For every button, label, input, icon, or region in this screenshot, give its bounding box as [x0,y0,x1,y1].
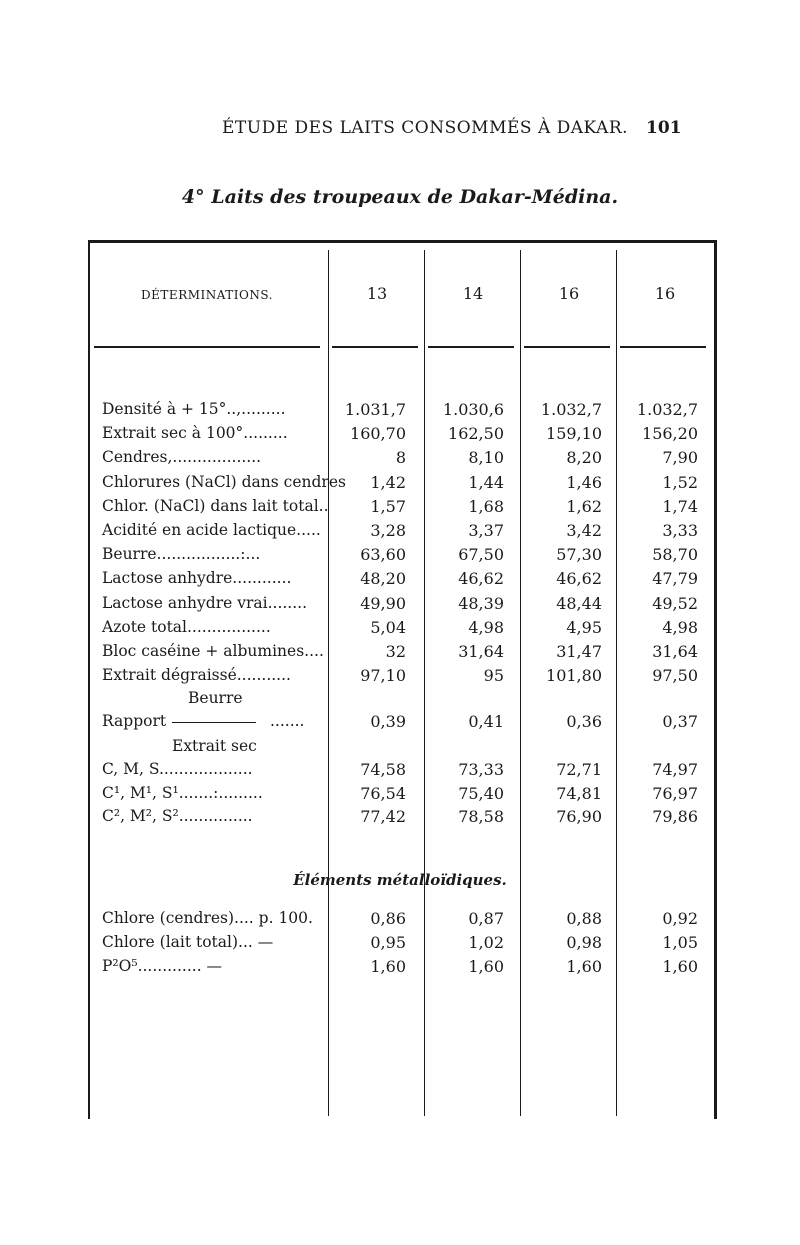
cell-value: 3,37 [468,521,504,540]
header-rule [428,346,514,348]
cell-value: 74,58 [360,760,406,779]
header-rule [524,346,610,348]
cell-value: 1,52 [662,472,698,492]
cell-value: 72,71 [556,760,602,779]
cell-value: 31,64 [458,642,504,661]
row-label: Cendres,.................. [102,448,262,467]
ratio-dots: ....... [270,712,305,730]
table-row [0,473,800,497]
row-label: Azote total................. [102,617,271,636]
row-label: Chlor. (NaCl) dans lait total.. [102,496,329,515]
cell-value: 46,62 [556,569,602,589]
running-title: ÉTUDE DES LAITS CONSOMMÉS À DAKAR. [222,118,629,138]
cell-value: 1,74 [662,496,698,516]
row-label: Bloc caséine + albumines.... [102,642,324,660]
row-label: Extrait sec à 100°......... [102,424,288,443]
cell-value: 3,28 [370,521,406,540]
ratio-numerator: Beurre [188,689,243,707]
table-row [0,497,800,521]
cell-value: 0,87 [468,909,504,928]
cell-value: 3,33 [662,521,698,540]
cell-value: 79,86 [652,807,698,826]
cell-value: 1,02 [468,933,504,952]
row-label: Chlore (lait total)... — [102,933,274,951]
cell-value: 48,20 [360,569,406,589]
cell-value: 47,79 [652,569,698,589]
cell-value: 0,36 [566,712,602,731]
cell-value: 1,46 [566,472,602,492]
cell-value: 4,98 [662,617,698,637]
cell-value: 95 [483,666,504,686]
subsection-title: Éléments métalloïdiques. [293,871,507,889]
cell-value: 31,64 [652,642,698,661]
table-row [0,760,800,784]
table-row [0,424,800,448]
row-label: P²O⁵............. — [102,957,223,975]
cell-value: 76,54 [360,783,406,803]
cell-value: 1,62 [566,496,602,516]
row-label: Rapport [102,712,167,730]
cell-value: 3,42 [566,521,602,540]
cell-value: 1.032,7 [540,400,602,419]
cell-value: 8,10 [468,448,504,468]
cell-value: 57,30 [556,545,602,565]
cell-value: 0,37 [662,712,698,731]
cell-value: 67,50 [458,545,504,565]
cell-value: 49,52 [652,593,698,613]
cell-value: 4,98 [468,617,504,637]
row-label: Lactose anhydre............ [102,569,292,588]
table-row [0,400,800,424]
cell-value: 74,97 [652,760,698,779]
cell-value: 0,98 [566,933,602,952]
cell-value: 162,50 [448,424,504,444]
table-row [0,933,800,957]
cell-value: 75,40 [458,783,504,803]
table-row [0,784,800,808]
cell-value: 78,58 [458,807,504,826]
cell-value: 8,20 [566,448,602,468]
cell-value: 1,60 [468,957,504,976]
table-row [0,594,800,618]
cell-value: 1,57 [370,496,406,516]
cell-value: 159,10 [546,424,602,444]
cell-value: 97,50 [652,666,698,686]
cell-value: 97,10 [360,666,406,686]
cell-value: 0,92 [662,909,698,928]
cell-value: 0,86 [370,909,406,928]
cell-value: 1,60 [566,957,602,976]
cell-value: 0,95 [370,933,406,952]
section-title: 4° Laits des troupeaux de Dakar-Médina. [181,186,619,208]
cell-value: 48,39 [458,593,504,613]
cell-value: 101,80 [546,666,602,686]
table-row [0,618,800,642]
row-label: Extrait dégraissé........... [102,666,291,685]
cell-value: 8 [395,448,406,468]
table-row [0,666,800,690]
table-row [0,448,800,472]
page-number: 101 [646,118,682,138]
column-header-determinations: DÉTERMINATIONS. [141,288,273,302]
column-header-sample: 16 [558,284,580,303]
table-row [0,909,800,933]
ratio-denominator: Extrait sec [172,737,257,755]
header-rule [620,346,706,348]
cell-value: 73,33 [458,760,504,779]
cell-value: 5,04 [370,617,406,637]
table-row [0,807,800,831]
cell-value: 0,41 [468,712,504,731]
row-label: Beurre.................:... [102,545,261,564]
header-rule [94,346,320,348]
cell-value: 1,68 [468,496,504,516]
row-label: Chlorures (NaCl) dans cendres [102,472,346,491]
row-label: Acidité en acide lactique..... [102,521,321,539]
column-header-sample: 16 [654,284,676,303]
cell-value: 160,70 [350,424,406,444]
table-row [0,957,800,981]
cell-value: 31,47 [556,642,602,661]
cell-value: 1,05 [662,933,698,952]
table-row [0,545,800,569]
cell-value: 0,39 [370,712,406,731]
cell-value: 1,60 [662,957,698,976]
cell-value: 7,90 [662,448,698,468]
row-label: Chlore (cendres).... p. 100. [102,909,313,927]
cell-value: 1.030,6 [442,400,504,419]
column-header-sample: 13 [366,284,388,303]
running-head [0,118,800,142]
cell-value: 46,62 [458,569,504,589]
column-header-sample: 14 [462,284,484,303]
table-row-ratio [0,712,800,736]
row-label: C¹, M¹, S¹.......:......... [102,783,263,802]
row-label: C², M², S²............... [102,807,253,825]
row-label: Lactose anhydre vrai........ [102,593,308,612]
cell-value: 1,42 [370,472,406,492]
cell-value: 76,97 [652,783,698,803]
cell-value: 58,70 [652,545,698,565]
cell-value: 4,95 [566,617,602,637]
table-row [0,642,800,666]
table-row [0,521,800,545]
cell-value: 48,44 [556,593,602,613]
header-rule [332,346,418,348]
cell-value: 74,81 [556,783,602,803]
cell-value: 1.032,7 [636,400,698,419]
fraction-bar [172,722,256,723]
cell-value: 76,90 [556,807,602,826]
cell-value: 1.031,7 [344,400,406,419]
cell-value: 156,20 [642,424,698,444]
cell-value: 49,90 [360,593,406,613]
row-label: Densité à + 15°..,......... [102,400,286,418]
table-row [0,569,800,593]
row-label: C, M, S................... [102,760,253,778]
cell-value: 77,42 [360,807,406,826]
cell-value: 63,60 [360,545,406,565]
cell-value: 1,60 [370,957,406,976]
cell-value: 0,88 [566,909,602,928]
cell-value: 32 [385,642,406,661]
cell-value: 1,44 [468,472,504,492]
